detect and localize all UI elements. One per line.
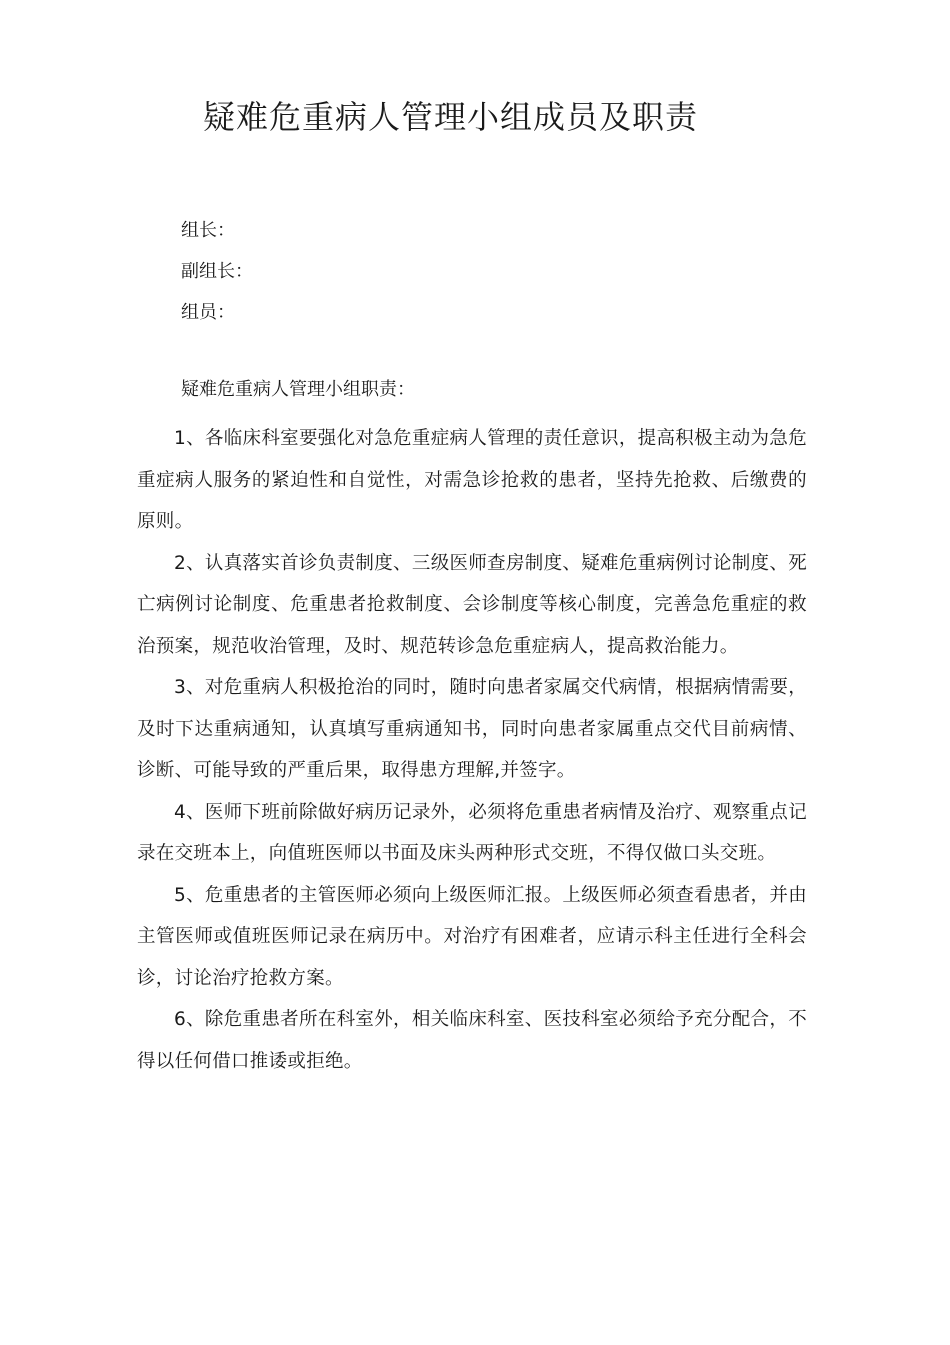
duty-item-4: 4、医师下班前除做好病历记录外，必须将危重患者病情及治疗、观察重点记录在交班本上，向值班医师以书面及床头两种形式交班，不得仅做口头交班。 [137, 801, 807, 864]
duty-item-1: 1、各临床科室要强化对急危重症病人管理的责任意识，提高积极主动为急危重症病人服务的紧迫性和自觉性，对需急诊抢救的患者，坚持先抢救、后缴费的原则。 [137, 428, 807, 532]
document-title: 疑难危重病人管理小组成员及职责 [203, 98, 699, 136]
duty-item-3: 3、对危重病人积极抢治的同时，随时向患者家属交代病情，根据病情需要，及时下达重病通知，认真填写重病通知书，同时向患者家属重点交代目前病情、诊断、可能导致的严重后果，取得患方理解,并签字。 [137, 677, 807, 781]
duties-list [137, 418, 807, 1082]
duties-heading: 疑难危重病人管理小组职责： [181, 379, 415, 400]
member-roles-list [181, 210, 253, 333]
role-member-label: 组员： [181, 302, 235, 323]
duty-item-5: 5、危重患者的主管医师必须向上级医师汇报。上级医师必须查看患者，并由主管医师或值班医师记录在病历中。对治疗有困难者，应请示科主任进行全科会诊，讨论治疗抢救方案。 [137, 884, 807, 989]
duty-item-6: 6、除危重患者所在科室外，相关临床科室、医技科室必须给予充分配合，不得以任何借口推诿或拒绝。 [137, 1009, 807, 1072]
role-leader-label: 组长： [181, 220, 235, 241]
duty-item-2: 2、认真落实首诊负责制度、三级医师查房制度、疑难危重病例讨论制度、死亡病例讨论制度、危重患者抢救制度、会诊制度等核心制度，完善急危重症的救治预案，规范收治管理，及时、规范转诊急危重症病人，提高救治能力。 [137, 552, 807, 657]
role-deputy-leader-label: 副组长： [181, 261, 253, 282]
